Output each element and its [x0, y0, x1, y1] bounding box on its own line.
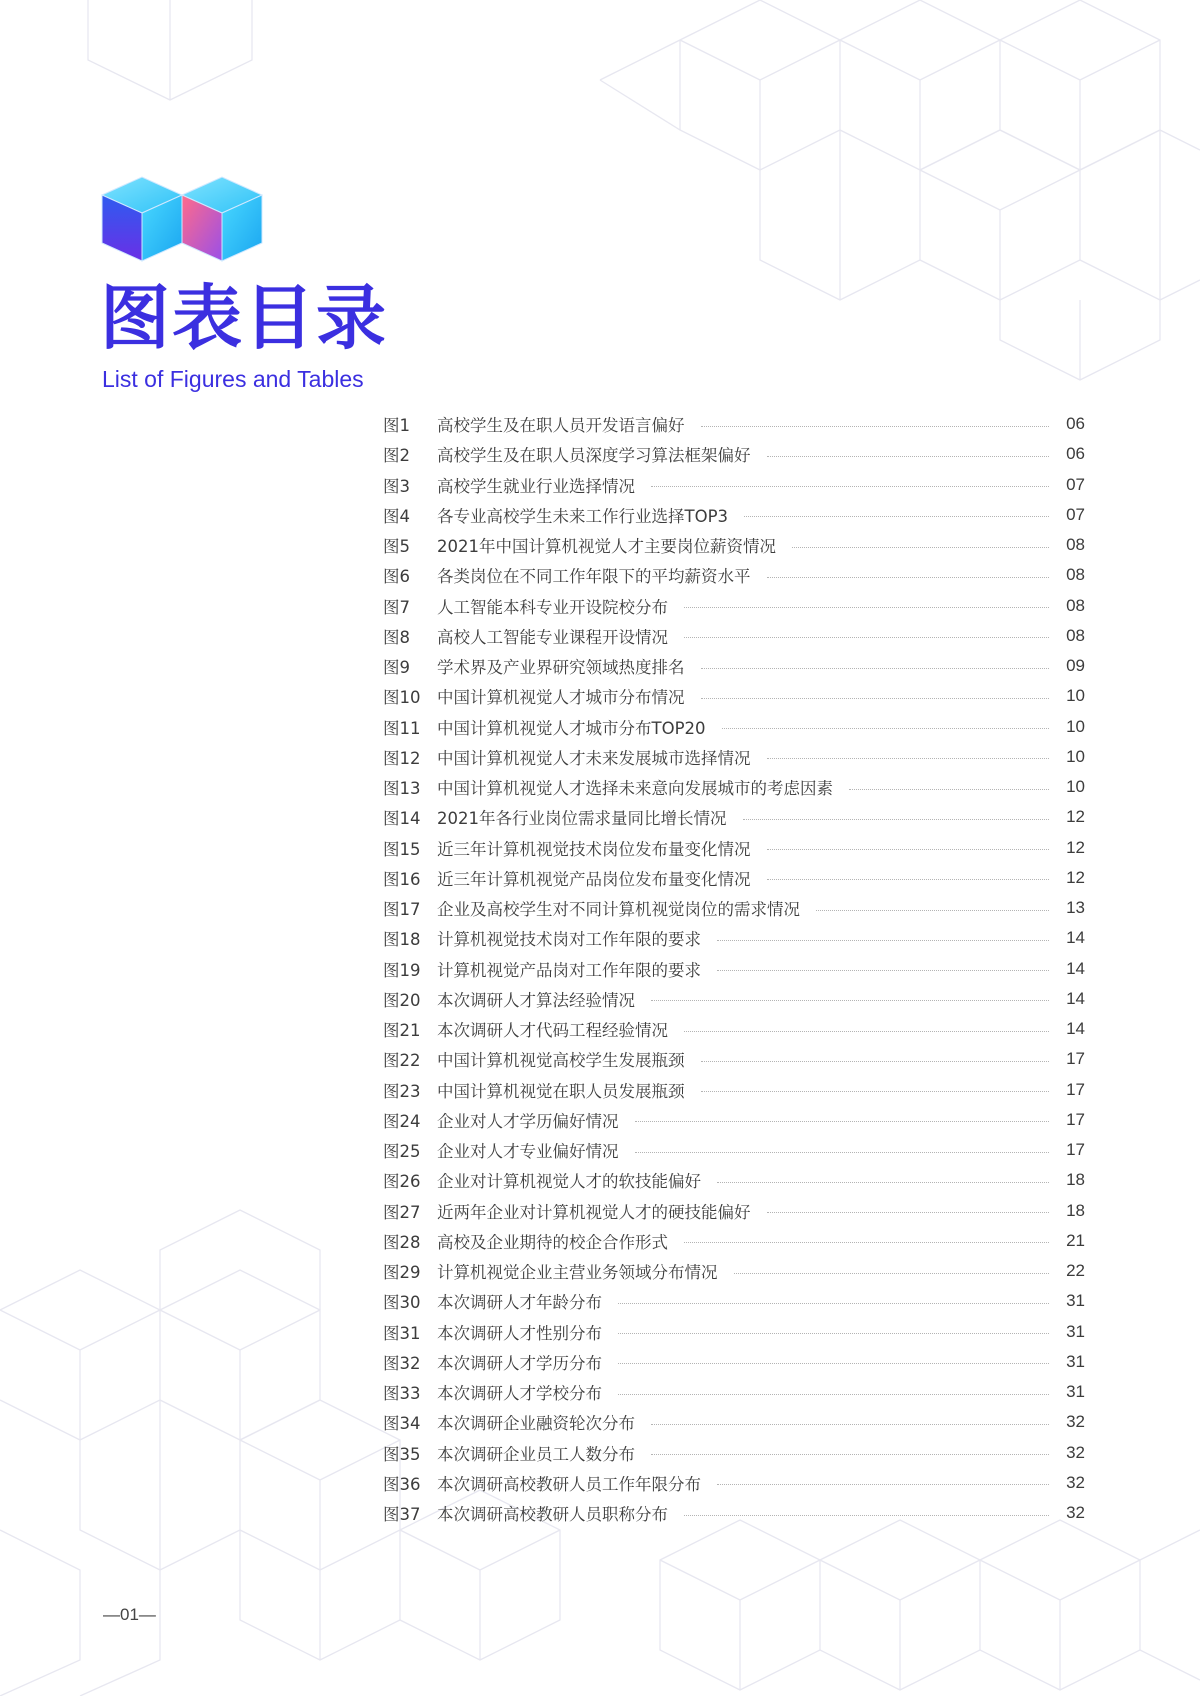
page-number: —01— — [103, 1605, 156, 1624]
figure-title: 高校人工智能专业课程开设情况 — [437, 627, 668, 647]
figure-label: 图6 — [383, 567, 410, 587]
toc-entry[interactable] — [383, 954, 1085, 984]
figure-title: 本次调研人才学历分布 — [437, 1353, 602, 1373]
figure-label: 图28 — [383, 1232, 421, 1252]
figure-page-number: 18 — [1066, 1200, 1085, 1220]
figure-title: 本次调研人才年龄分布 — [437, 1293, 602, 1313]
figure-label: 图19 — [383, 960, 421, 980]
toc-entry[interactable] — [383, 1407, 1085, 1437]
figure-title: 中国计算机视觉人才未来发展城市选择情况 — [437, 748, 751, 768]
page-subtitle: List of Figures and Tables — [102, 366, 364, 392]
toc-entry[interactable] — [383, 1105, 1085, 1135]
figure-label: 图33 — [383, 1384, 421, 1404]
figure-title: 企业对人才学历偏好情况 — [437, 1111, 619, 1131]
figure-title: 中国计算机视觉人才城市分布TOP20 — [437, 718, 706, 738]
toc-entry[interactable] — [383, 833, 1085, 863]
figure-page-number: 31 — [1066, 1382, 1085, 1402]
figure-title: 近三年计算机视觉产品岗位发布量变化情况 — [437, 869, 751, 889]
figure-page-number: 14 — [1066, 1019, 1085, 1039]
figure-title: 2021年中国计算机视觉人才主要岗位薪资情况 — [437, 537, 776, 557]
figure-page-number: 32 — [1066, 1442, 1085, 1462]
dot-leader — [701, 1061, 1050, 1062]
dot-leader — [618, 1363, 1049, 1364]
figure-page-number: 32 — [1066, 1412, 1085, 1432]
figure-page-number: 17 — [1066, 1140, 1085, 1160]
figure-label: 图34 — [383, 1414, 421, 1434]
dot-leader — [849, 789, 1049, 790]
dot-leader — [717, 970, 1049, 971]
figure-page-number: 21 — [1066, 1230, 1085, 1250]
figure-page-number: 08 — [1066, 535, 1085, 555]
dot-leader — [792, 547, 1049, 548]
figure-page-number: 12 — [1066, 867, 1085, 887]
figure-label: 图31 — [383, 1323, 421, 1343]
toc-entry[interactable] — [383, 1014, 1085, 1044]
figure-title: 计算机视觉产品岗对工作年限的要求 — [437, 960, 701, 980]
figure-label: 图13 — [383, 779, 421, 799]
toc-entry[interactable] — [383, 923, 1085, 953]
toc-entry[interactable] — [383, 560, 1085, 590]
toc-entry[interactable] — [383, 1347, 1085, 1377]
toc-entry[interactable] — [383, 1226, 1085, 1256]
toc-entry[interactable] — [383, 1438, 1085, 1468]
figure-title: 高校学生及在职人员深度学习算法框架偏好 — [437, 446, 751, 466]
dot-leader — [767, 758, 1050, 759]
toc-entry[interactable] — [383, 1256, 1085, 1286]
toc-entry[interactable] — [383, 1044, 1085, 1074]
figure-page-number: 07 — [1066, 474, 1085, 494]
dot-leader — [651, 1000, 1049, 1001]
figure-label: 图17 — [383, 900, 421, 920]
figure-page-number: 10 — [1066, 746, 1085, 766]
figure-page-number: 12 — [1066, 807, 1085, 827]
dot-leader — [743, 819, 1050, 820]
figure-title: 近两年企业对计算机视觉人才的硬技能偏好 — [437, 1202, 751, 1222]
figure-title: 高校学生及在职人员开发语言偏好 — [437, 416, 685, 436]
figure-page-number: 10 — [1066, 716, 1085, 736]
figure-page-number: 14 — [1066, 928, 1085, 948]
toc-entry[interactable] — [383, 1317, 1085, 1347]
figure-title: 本次调研人才算法经验情况 — [437, 990, 635, 1010]
figure-page-number: 18 — [1066, 1170, 1085, 1190]
toc-entry[interactable] — [383, 984, 1085, 1014]
toc-entry[interactable] — [383, 651, 1085, 681]
toc-entry[interactable] — [383, 742, 1085, 772]
figure-page-number: 17 — [1066, 1079, 1085, 1099]
dot-leader — [767, 1212, 1050, 1213]
figure-label: 图11 — [383, 718, 421, 738]
toc-entry[interactable] — [383, 530, 1085, 560]
figure-title: 本次调研企业员工人数分布 — [437, 1444, 635, 1464]
figure-label: 图15 — [383, 839, 421, 859]
toc-entry[interactable] — [383, 1196, 1085, 1226]
figure-label: 图4 — [383, 506, 410, 526]
dot-leader — [701, 1091, 1050, 1092]
toc-entry[interactable] — [383, 409, 1085, 439]
toc-entry[interactable] — [383, 1377, 1085, 1407]
toc-entry[interactable] — [383, 591, 1085, 621]
figure-label: 图18 — [383, 930, 421, 950]
dot-leader — [635, 1121, 1050, 1122]
figure-page-number: 22 — [1066, 1261, 1085, 1281]
dot-leader — [717, 1182, 1049, 1183]
dot-leader — [684, 1242, 1049, 1243]
toc-entry[interactable] — [383, 1468, 1085, 1498]
figure-page-number: 17 — [1066, 1109, 1085, 1129]
toc-entry[interactable] — [383, 1286, 1085, 1316]
dot-leader — [744, 516, 1049, 517]
figure-label: 图36 — [383, 1474, 421, 1494]
cube-logo-icon — [100, 175, 275, 275]
figure-page-number: 14 — [1066, 988, 1085, 1008]
dot-leader — [717, 940, 1049, 941]
figure-label: 图20 — [383, 990, 421, 1010]
page-title: 图表目录 — [100, 277, 388, 359]
figure-title: 本次调研人才代码工程经验情况 — [437, 1021, 668, 1041]
figure-title: 企业及高校学生对不同计算机视觉岗位的需求情况 — [437, 900, 800, 920]
dot-leader — [734, 1273, 1050, 1274]
figure-title: 中国计算机视觉高校学生发展瓶颈 — [437, 1051, 685, 1071]
figure-label: 图12 — [383, 748, 421, 768]
figure-title: 各专业高校学生未来工作行业选择TOP3 — [437, 506, 729, 526]
figure-label: 图14 — [383, 809, 421, 829]
figure-page-number: 08 — [1066, 595, 1085, 615]
figure-label: 图7 — [383, 597, 410, 617]
figure-label: 图21 — [383, 1021, 421, 1041]
dot-leader — [651, 1424, 1049, 1425]
figure-label: 图22 — [383, 1051, 421, 1071]
dot-leader — [816, 910, 1049, 911]
dot-leader — [767, 577, 1050, 578]
toc-entry[interactable] — [383, 712, 1085, 742]
figure-title: 计算机视觉企业主营业务领域分布情况 — [437, 1263, 718, 1283]
dot-leader — [767, 456, 1050, 457]
dot-leader — [717, 1484, 1049, 1485]
dot-leader — [701, 426, 1050, 427]
dot-leader — [684, 607, 1049, 608]
toc-entry[interactable] — [383, 439, 1085, 469]
figure-title: 人工智能本科专业开设院校分布 — [437, 597, 668, 617]
figure-page-number: 06 — [1066, 414, 1085, 434]
figure-title: 本次调研高校教研人员职称分布 — [437, 1505, 668, 1525]
figure-title: 各类岗位在不同工作年限下的平均薪资水平 — [437, 567, 751, 587]
toc-entry[interactable] — [383, 772, 1085, 802]
figure-page-number: 10 — [1066, 777, 1085, 797]
figure-title: 本次调研人才性别分布 — [437, 1323, 602, 1343]
toc-entry[interactable] — [383, 500, 1085, 530]
dot-leader — [701, 668, 1050, 669]
figure-label: 图26 — [383, 1172, 421, 1192]
figure-page-number: 10 — [1066, 686, 1085, 706]
dot-leader — [651, 486, 1049, 487]
figure-label: 图24 — [383, 1111, 421, 1131]
figure-page-number: 13 — [1066, 898, 1085, 918]
figure-title: 企业对人才专业偏好情况 — [437, 1142, 619, 1162]
figure-page-number: 32 — [1066, 1503, 1085, 1523]
figure-title: 本次调研高校教研人员工作年限分布 — [437, 1474, 701, 1494]
figure-title: 本次调研企业融资轮次分布 — [437, 1414, 635, 1434]
figure-title: 中国计算机视觉人才城市分布情况 — [437, 688, 685, 708]
figure-title: 本次调研人才学校分布 — [437, 1384, 602, 1404]
toc-entry[interactable] — [383, 802, 1085, 832]
figure-page-number: 31 — [1066, 1321, 1085, 1341]
toc-entry[interactable] — [383, 681, 1085, 711]
dot-leader — [684, 1031, 1049, 1032]
figure-page-number: 06 — [1066, 444, 1085, 464]
dot-leader — [701, 698, 1050, 699]
dot-leader — [618, 1333, 1049, 1334]
figure-label: 图29 — [383, 1263, 421, 1283]
toc-entry[interactable] — [383, 470, 1085, 500]
figure-page-number: 07 — [1066, 504, 1085, 524]
dot-leader — [618, 1303, 1049, 1304]
figure-label: 图23 — [383, 1081, 421, 1101]
figure-title: 计算机视觉技术岗对工作年限的要求 — [437, 930, 701, 950]
figure-title: 2021年各行业岗位需求量同比增长情况 — [437, 809, 727, 829]
figure-page-number: 09 — [1066, 656, 1085, 676]
figure-page-number: 31 — [1066, 1351, 1085, 1371]
figure-title: 中国计算机视觉人才选择未来意向发展城市的考虑因素 — [437, 779, 833, 799]
figure-title: 高校及企业期待的校企合作形式 — [437, 1232, 668, 1252]
figure-page-number: 08 — [1066, 565, 1085, 585]
dot-leader — [767, 849, 1050, 850]
figure-label: 图8 — [383, 627, 410, 647]
figure-page-number: 14 — [1066, 958, 1085, 978]
dot-leader — [635, 1152, 1050, 1153]
toc-entry[interactable] — [383, 1075, 1085, 1105]
figure-label: 图27 — [383, 1202, 421, 1222]
figure-title: 中国计算机视觉在职人员发展瓶颈 — [437, 1081, 685, 1101]
dot-leader — [767, 879, 1050, 880]
figure-label: 图30 — [383, 1293, 421, 1313]
figure-page-number: 08 — [1066, 625, 1085, 645]
figure-page-number: 31 — [1066, 1291, 1085, 1311]
figure-page-number: 32 — [1066, 1472, 1085, 1492]
figure-title: 企业对计算机视觉人才的软技能偏好 — [437, 1172, 701, 1192]
figure-label: 图9 — [383, 658, 410, 678]
dot-leader — [618, 1394, 1049, 1395]
figure-label: 图10 — [383, 688, 421, 708]
figure-label: 图2 — [383, 446, 410, 466]
toc-entry[interactable] — [383, 621, 1085, 651]
figure-page-number: 17 — [1066, 1049, 1085, 1069]
toc-entry[interactable] — [383, 893, 1085, 923]
dot-leader — [722, 728, 1049, 729]
dot-leader — [684, 637, 1049, 638]
figure-label: 图32 — [383, 1353, 421, 1373]
figure-title: 学术界及产业界研究领域热度排名 — [437, 658, 685, 678]
dot-leader — [651, 1454, 1049, 1455]
figure-page-number: 12 — [1066, 837, 1085, 857]
figure-label: 图25 — [383, 1142, 421, 1162]
figure-label: 图16 — [383, 869, 421, 889]
figure-list — [383, 409, 1085, 1528]
figure-label: 图35 — [383, 1444, 421, 1464]
dot-leader — [684, 1515, 1049, 1516]
toc-entry[interactable] — [383, 1135, 1085, 1165]
toc-entry[interactable] — [383, 1165, 1085, 1195]
figure-title: 高校学生就业行业选择情况 — [437, 476, 635, 496]
figure-label: 图3 — [383, 476, 410, 496]
toc-entry[interactable] — [383, 1498, 1085, 1528]
figure-label: 图5 — [383, 537, 410, 557]
figure-title: 近三年计算机视觉技术岗位发布量变化情况 — [437, 839, 751, 859]
toc-entry[interactable] — [383, 863, 1085, 893]
figure-label: 图37 — [383, 1505, 421, 1525]
figure-label: 图1 — [383, 416, 410, 436]
